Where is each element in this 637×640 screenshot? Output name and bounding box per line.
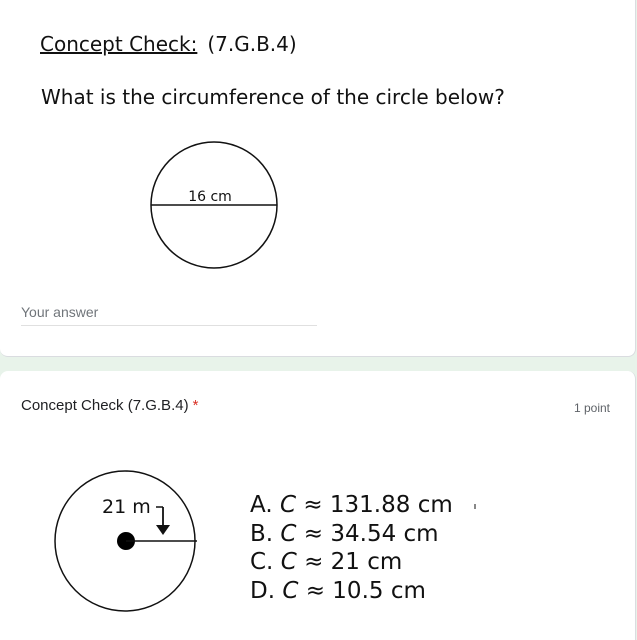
- answer-choices: [250, 491, 453, 605]
- choice-letter: A.: [250, 492, 273, 518]
- required-asterisk: *: [192, 397, 199, 414]
- question-card-2: [0, 371, 636, 640]
- choice-letter: C.: [250, 549, 274, 575]
- choice-variable: C: [280, 549, 297, 575]
- choice-c: [250, 548, 453, 577]
- diameter-label: 16 cm: [188, 189, 232, 205]
- choice-letter: B.: [250, 520, 274, 547]
- radius-label: 21 m: [102, 496, 151, 518]
- choice-value: ≈ 21 cm: [304, 549, 403, 575]
- choice-value: ≈ 10.5 cm: [305, 577, 426, 604]
- choice-a: [250, 491, 453, 520]
- concept-check-heading: [40, 32, 297, 56]
- points-label: 1 point: [573, 401, 610, 415]
- image-artifact-mark: [474, 504, 476, 509]
- choice-d: [250, 577, 453, 606]
- choice-variable: C: [282, 577, 299, 604]
- choice-value: ≈ 131.88 cm: [303, 492, 453, 518]
- choice-b: [250, 520, 453, 549]
- choice-variable: C: [280, 520, 297, 547]
- circle-radius-diagram: [52, 469, 202, 615]
- question-text: What is the circumference of the circle below?: [41, 85, 505, 109]
- standard-code: (7.G.B.4): [207, 32, 297, 56]
- answer-input[interactable]: [21, 298, 317, 326]
- circle-diagram: [148, 139, 280, 271]
- choice-value: ≈ 34.54 cm: [303, 520, 439, 547]
- choice-variable: C: [279, 492, 297, 518]
- question-title: [21, 397, 198, 414]
- concept-check-label: Concept Check:: [40, 32, 198, 56]
- arrow-down-icon: [156, 525, 170, 535]
- choice-letter: D.: [250, 577, 276, 604]
- question-title-text: Concept Check (7.G.B.4): [21, 397, 189, 414]
